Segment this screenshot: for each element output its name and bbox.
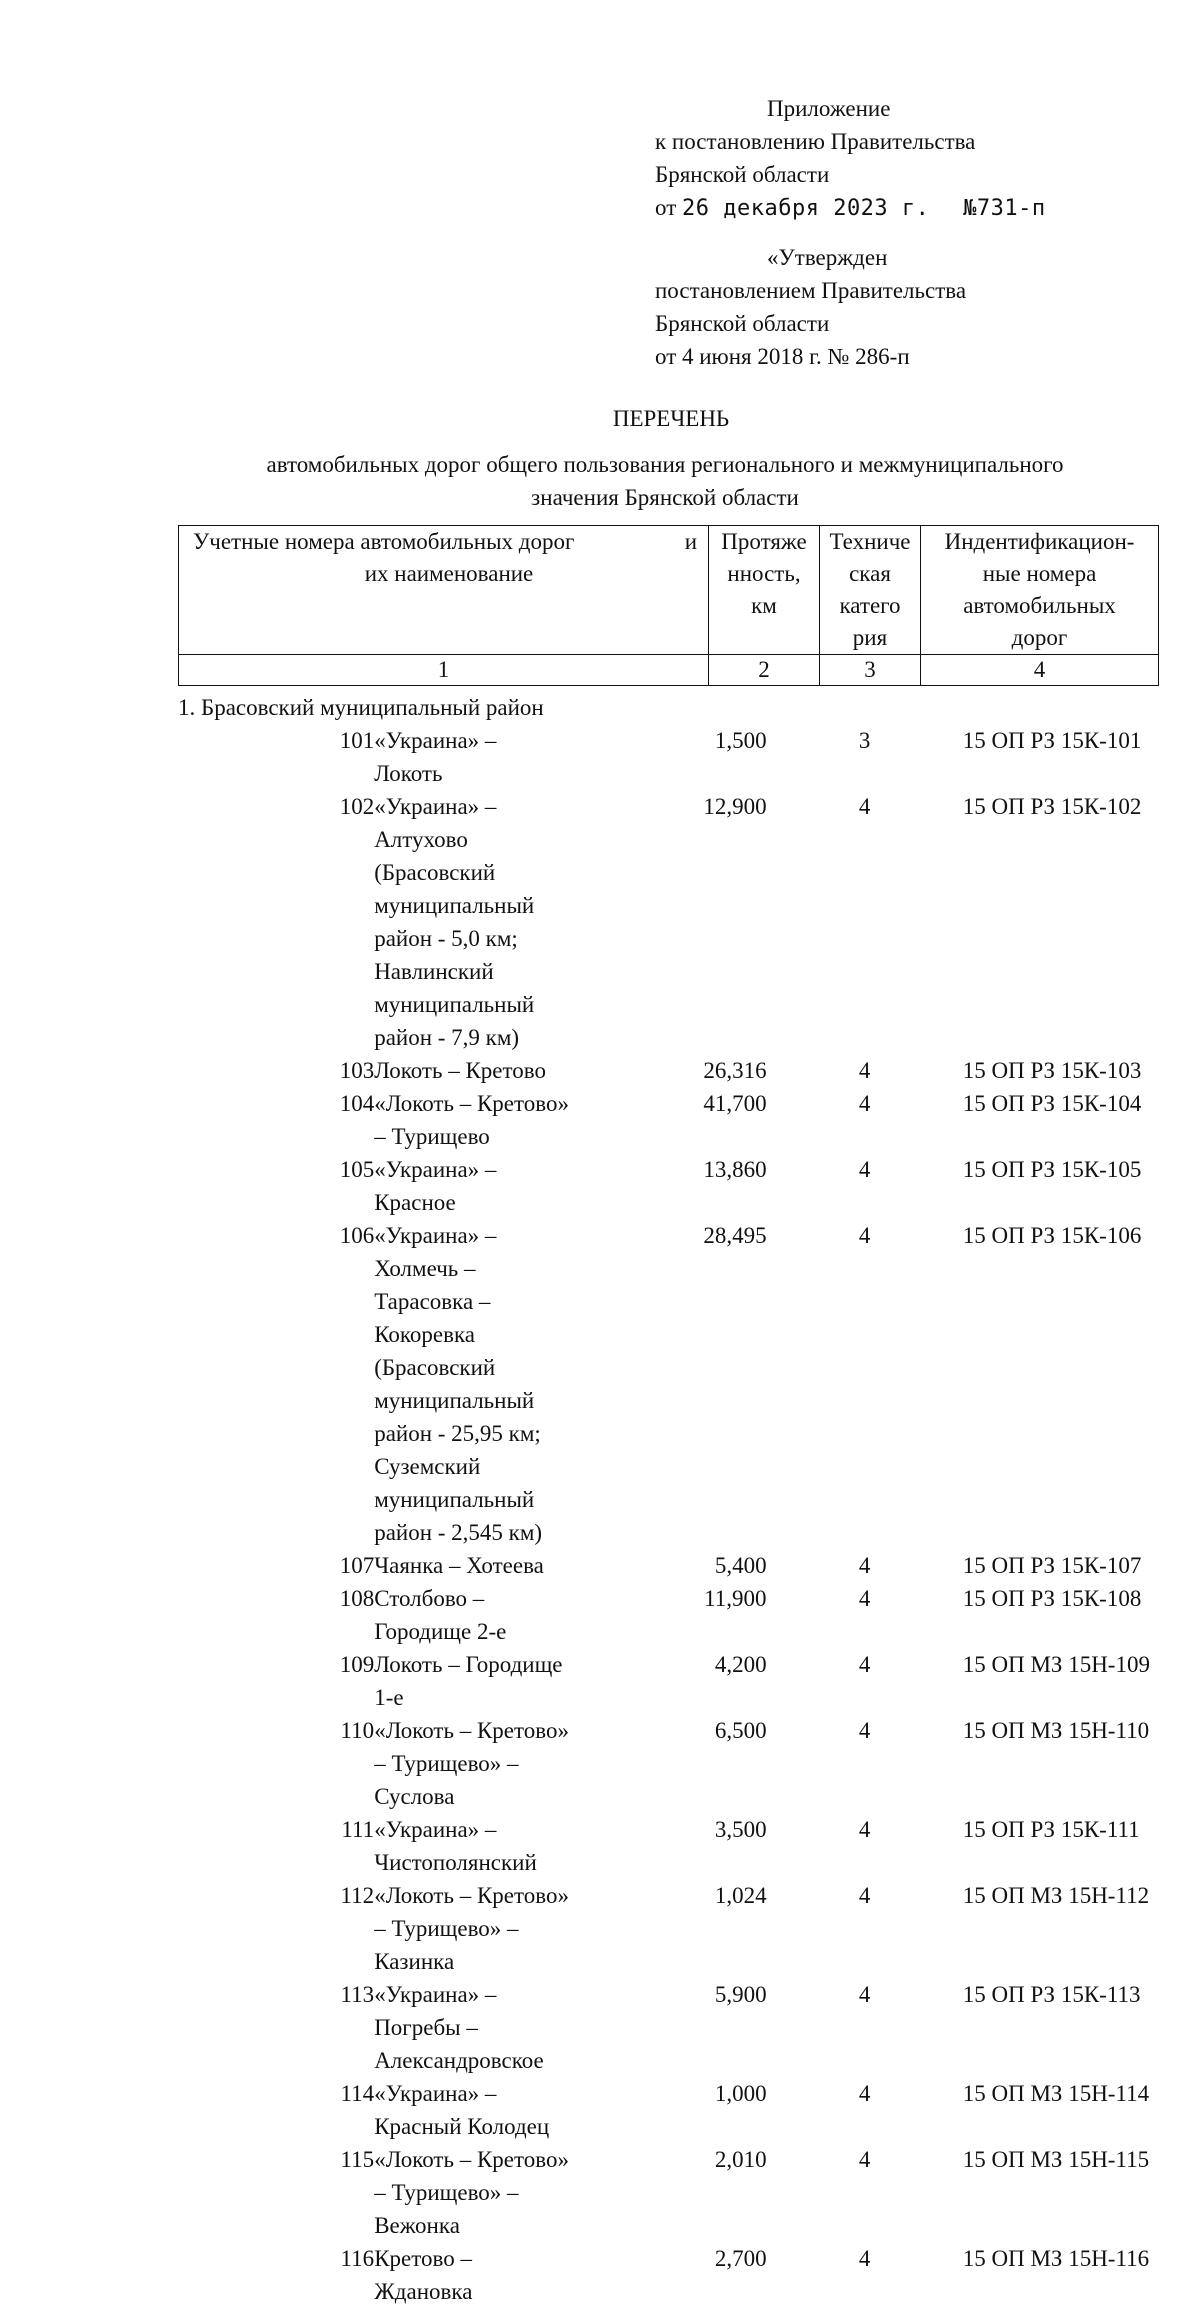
road-identifier: 15 ОП МЗ 15Н-115 (962, 2147, 1150, 2172)
road-category: 4 (858, 1652, 871, 1677)
approval-line-1: к постановлению Правительства (655, 129, 976, 154)
table-row (178, 1582, 1159, 1648)
road-length: 3,500 (714, 1817, 767, 1842)
road-name: Локоть – Кретово (374, 1058, 546, 1083)
header-length-l1: Протяже (721, 529, 807, 554)
road-name: «Локоть – Кретово» – Турищево» – Суслова (374, 1718, 569, 1809)
header-ident-l3: автомобильных (963, 593, 1116, 618)
road-number: 110 (340, 1718, 375, 1743)
section-row (178, 691, 1159, 724)
header-ident-l2: ные номера (982, 561, 1097, 586)
road-length: 1,000 (714, 2081, 767, 2106)
road-number: 101 (339, 728, 375, 753)
road-name: «Украина» – Холмечь – Тарасовка – Кокоревка (Брасовский муниципальный район - 25,95 км; Суземский муниципальный район - 2,545 км) (374, 1223, 543, 1545)
header-col1-left: Учетные номера автомобильных дорог (193, 529, 575, 554)
table-row (178, 1219, 1159, 1549)
road-number: 107 (339, 1553, 375, 1578)
header-length-l3: км (751, 593, 777, 618)
column-number-2: 2 (709, 655, 820, 686)
road-identifier: 15 ОП РЗ 15К-104 (962, 1091, 1142, 1116)
road-category: 4 (858, 1817, 871, 1842)
road-category: 4 (858, 2147, 871, 2172)
subtitle-line-1: автомобильных дорог общего пользования регионального и межмуниципального (266, 452, 1064, 477)
road-number: 114 (340, 2081, 375, 2106)
table-row (178, 2242, 1159, 2308)
road-name: Чаянка – Хотеева (374, 1553, 544, 1578)
table-row (178, 1549, 1159, 1582)
road-name: «Локоть – Кретово» – Турищево» – Вежонка (374, 2147, 569, 2238)
table-row (178, 2077, 1159, 2143)
road-category: 4 (858, 794, 871, 819)
table-row (178, 1054, 1159, 1087)
column-number-3: 3 (820, 655, 921, 686)
road-length: 5,400 (714, 1553, 767, 1578)
road-category: 4 (858, 1058, 871, 1083)
road-length: 11,900 (704, 1586, 767, 1611)
roads-table (178, 691, 1159, 2308)
table-row (178, 1648, 1159, 1714)
table-row (178, 1813, 1159, 1879)
approved-line-2: Брянской области (655, 311, 830, 336)
road-identifier: 15 ОП РЗ 15К-111 (962, 1817, 1140, 1842)
road-name: Столбово – Городище 2-е (374, 1586, 507, 1644)
road-name: «Украина» – Красный Колодец (374, 2081, 550, 2139)
road-name: «Украина» – Чистополянский (374, 1817, 537, 1875)
road-category: 4 (858, 1091, 871, 1116)
header-category-l3: катего (839, 593, 901, 618)
road-identifier: 15 ОП МЗ 15Н-112 (962, 1883, 1150, 1908)
header-accounting-numbers (179, 526, 709, 655)
road-length: 1,024 (714, 1883, 767, 1908)
road-number: 106 (339, 1223, 375, 1248)
header-length-l2: нность, (727, 561, 801, 586)
road-name: «Украина» – Алтухово (Брасовский муниципальный район - 5,0 км; Навлинский муниципальный район - 7,9 км) (374, 794, 535, 1050)
road-identifier: 15 ОП МЗ 15Н-116 (962, 2246, 1150, 2271)
road-identifier: 15 ОП РЗ 15К-102 (962, 794, 1142, 819)
approval-number: №731-п (963, 196, 1046, 221)
road-number: 105 (339, 1157, 375, 1182)
section-title: 1. Брасовский муниципальный район (178, 695, 544, 720)
road-length: 6,500 (714, 1718, 767, 1743)
approved-line-1: постановлением Правительства (655, 278, 967, 303)
road-identifier: 15 ОП МЗ 15Н-110 (962, 1718, 1150, 1743)
header-ident-l4: дорог (1011, 625, 1068, 650)
road-identifier: 15 ОП РЗ 15К-101 (962, 728, 1142, 753)
road-name: «Украина» – Погребы – Александровское (374, 1982, 544, 2073)
road-length: 2,010 (714, 2147, 767, 2172)
approved-block (655, 241, 1155, 373)
road-length: 1,500 (714, 728, 767, 753)
road-category: 4 (858, 1883, 871, 1908)
header-col1-right: и (684, 529, 697, 554)
road-number: 103 (339, 1058, 375, 1083)
approval-date: 26 декабря 2023 г. (682, 196, 930, 221)
header-length (709, 526, 820, 655)
header-col1-line2: их наименование (364, 561, 534, 586)
header-category-l2: ская (849, 561, 891, 586)
approval-line-2: Брянской области (655, 162, 830, 187)
road-length: 41,700 (703, 1091, 767, 1116)
road-number: 113 (340, 1982, 375, 2007)
header-category-l4: рия (852, 625, 888, 650)
document-title: ПЕРЕЧЕНЬ (612, 406, 730, 431)
road-length: 26,316 (703, 1058, 767, 1083)
road-identifier: 15 ОП РЗ 15К-105 (962, 1157, 1142, 1182)
road-number: 102 (339, 794, 375, 819)
table-row (178, 1087, 1159, 1153)
table-row (178, 1714, 1159, 1813)
approved-title: «Утвержден (767, 245, 888, 270)
table-row (178, 1153, 1159, 1219)
roads-table-body (178, 691, 1159, 2308)
header-category-l1: Техниче (829, 529, 911, 554)
table-row (178, 1879, 1159, 1978)
road-number: 109 (339, 1652, 375, 1677)
road-identifier: 15 ОП МЗ 15Н-109 (962, 1652, 1150, 1677)
road-category: 4 (858, 1553, 871, 1578)
road-number: 104 (339, 1091, 375, 1116)
table-row (178, 1978, 1159, 2077)
table-row (178, 2143, 1159, 2242)
road-length: 13,860 (703, 1157, 767, 1182)
header-identification (921, 526, 1159, 655)
road-category: 3 (858, 728, 871, 753)
road-name: «Локоть – Кретово» – Турищево (374, 1091, 569, 1149)
approval-title: Приложение (767, 96, 891, 121)
road-category: 4 (858, 2246, 871, 2271)
road-category: 4 (858, 1982, 871, 2007)
road-number: 115 (340, 2147, 375, 2172)
road-identifier: 15 ОП РЗ 15К-106 (962, 1223, 1142, 1248)
approval-date-prefix: от (655, 195, 677, 220)
subtitle-line-2: значения Брянской области (531, 485, 799, 510)
approved-line-3: от 4 июня 2018 г. № 286-п (655, 344, 910, 369)
road-category: 4 (858, 2081, 871, 2106)
road-identifier: 15 ОП РЗ 15К-107 (962, 1553, 1142, 1578)
road-identifier: 15 ОП РЗ 15К-108 (962, 1586, 1142, 1611)
road-name: Кретово – Ждановка (374, 2246, 473, 2304)
road-name: «Украина» – Красное (374, 1157, 497, 1215)
road-identifier: 15 ОП РЗ 15К-103 (962, 1058, 1142, 1083)
column-number-4: 4 (921, 655, 1159, 686)
road-length: 4,200 (714, 1652, 767, 1677)
road-length: 5,900 (714, 1982, 767, 2007)
road-name: «Украина» – Локоть (374, 728, 497, 786)
road-length: 28,495 (703, 1223, 767, 1248)
road-identifier: 15 ОП МЗ 15Н-114 (962, 2081, 1150, 2106)
road-identifier: 15 ОП РЗ 15К-113 (962, 1982, 1141, 2007)
column-number-1: 1 (179, 655, 709, 686)
road-category: 4 (858, 1157, 871, 1182)
road-number: 116 (340, 2246, 375, 2271)
table-row (178, 790, 1159, 1054)
header-category (820, 526, 921, 655)
road-number: 108 (339, 1586, 375, 1611)
road-category: 4 (858, 1718, 871, 1743)
approval-block (655, 92, 1155, 225)
table-header (178, 525, 1159, 686)
road-category: 4 (858, 1223, 871, 1248)
table-row (178, 724, 1159, 790)
road-name: «Локоть – Кретово» – Турищево» – Казинка (374, 1883, 569, 1974)
road-number: 111 (341, 1817, 375, 1842)
document-subtitle (215, 448, 1115, 514)
road-category: 4 (858, 1586, 871, 1611)
header-ident-l1: Индентификацион- (944, 529, 1135, 554)
road-name: Локоть – Городище 1-е (374, 1652, 563, 1710)
road-length: 12,900 (703, 794, 767, 819)
approval-date-line (655, 191, 1155, 225)
road-number: 112 (340, 1883, 375, 1908)
road-length: 2,700 (714, 2246, 767, 2271)
